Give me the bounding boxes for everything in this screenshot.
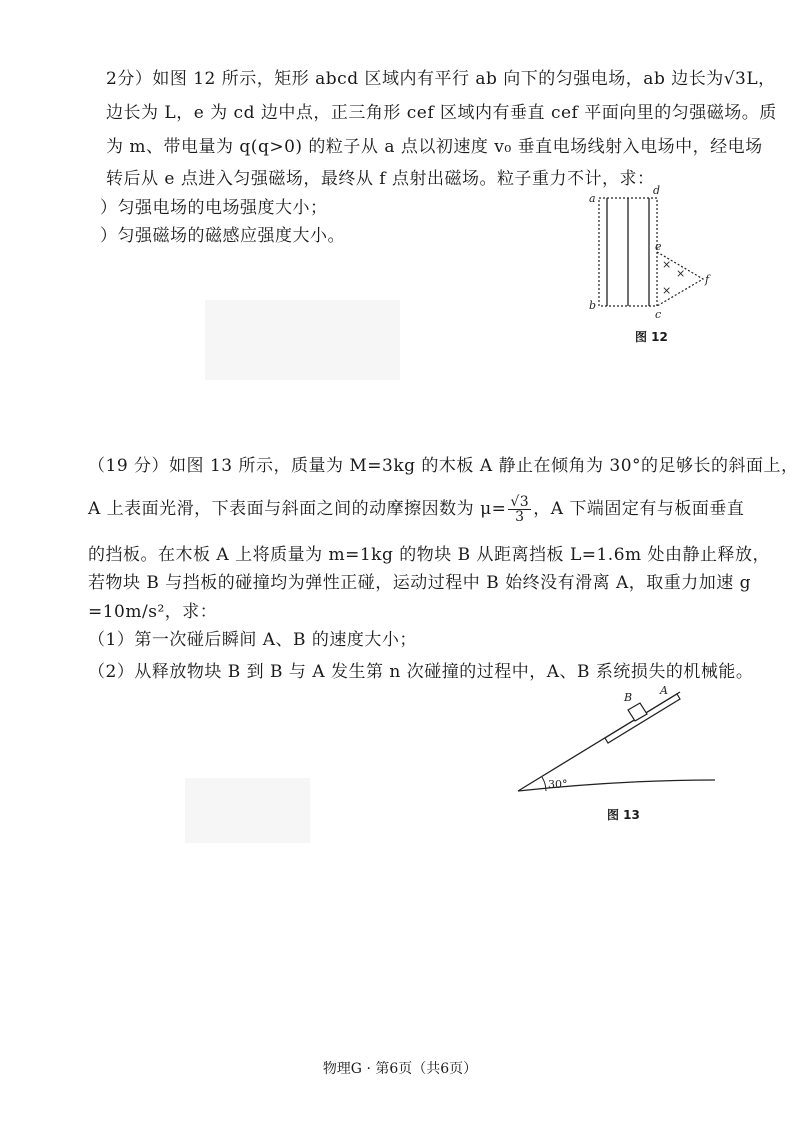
label-c: c (655, 308, 662, 321)
figure-13-caption: 图 13 (607, 808, 640, 822)
magnetic-field-mark: × (662, 258, 672, 271)
q19-line-5: =10m/s²，求： (88, 602, 218, 622)
magnetic-field-mark: × (662, 284, 672, 297)
figure-12 (585, 180, 735, 330)
q18-line-1: 2分）如图 12 所示，矩形 abcd 区域内有平行 ab 向下的匀强电场，ab 边长为√3L， (106, 69, 776, 89)
q19-subquestion-1: （1）第一次碰后瞬间 A、B 的速度大小； (88, 630, 417, 650)
label-f: f (705, 273, 710, 286)
q18-line-2: 边长为 L，e 为 cd 边中点，正三角形 cef 区域内有垂直 cef 平面向里的匀强磁场。质 (106, 103, 777, 123)
q19-line-2-start: A 上表面光滑，下表面与斜面之间的动摩擦因数为 μ= (88, 499, 507, 519)
q19-line-3: 的挡板。在木板 A 上将质量为 m=1kg 的物块 B 从距离挡板 L=1.6m 处由静止释放， (88, 545, 771, 565)
q18-line-3: 为 m、带电量为 q(q>0) 的粒子从 a 点以初速度 v₀ 垂直电场线射入电场中，经电场 (106, 137, 763, 157)
page-footer: 物理G · 第6页（共6页） (322, 1061, 478, 1077)
figure-13 (510, 680, 730, 800)
figure-12-caption: 图 12 (635, 330, 668, 344)
mu-denominator: 3 (515, 509, 525, 525)
q19-line-4: 若物块 B 与挡板的碰撞均为弹性正碰，运动过程中 B 始终没有滑离 A，取重力加速 g (88, 573, 752, 593)
q18-subquestion-2: ）匀强磁场的磁感应强度大小。 (100, 226, 345, 246)
scan-smudge (205, 300, 400, 380)
magnetic-field-mark: × (676, 267, 686, 280)
mu-numerator: √3 (510, 494, 530, 510)
label-block-b: B (624, 691, 633, 704)
angle-label: 30° (548, 778, 568, 791)
label-a: a (589, 192, 596, 205)
q19-line-1: （19 分）如图 13 所示，质量为 M=3kg 的木板 A 静止在倾角为 30°的足够长的斜面上， (88, 456, 799, 476)
mu-fraction (508, 495, 531, 524)
board-a (605, 694, 680, 743)
label-board-a: A (660, 684, 668, 697)
label-b: b (589, 299, 597, 312)
q19-subquestion-2: （2）从释放物块 B 到 B 与 A 发生第 n 次碰撞的过程中，A、B 系统损失的机械能。 (88, 662, 754, 682)
label-d: d (653, 184, 661, 197)
q18-subquestion-1: ）匀强电场的电场强度大小； (100, 198, 328, 218)
q19-line-2-end: ，A 下端固定有与板面垂直 (533, 499, 745, 519)
q18-line-4: 转后从 e 点进入匀强磁场，最终从 f 点射出磁场。粒子重力不计，求： (106, 169, 655, 189)
scan-smudge (185, 778, 310, 843)
q19-line-2 (88, 494, 744, 524)
label-e: e (655, 240, 662, 253)
